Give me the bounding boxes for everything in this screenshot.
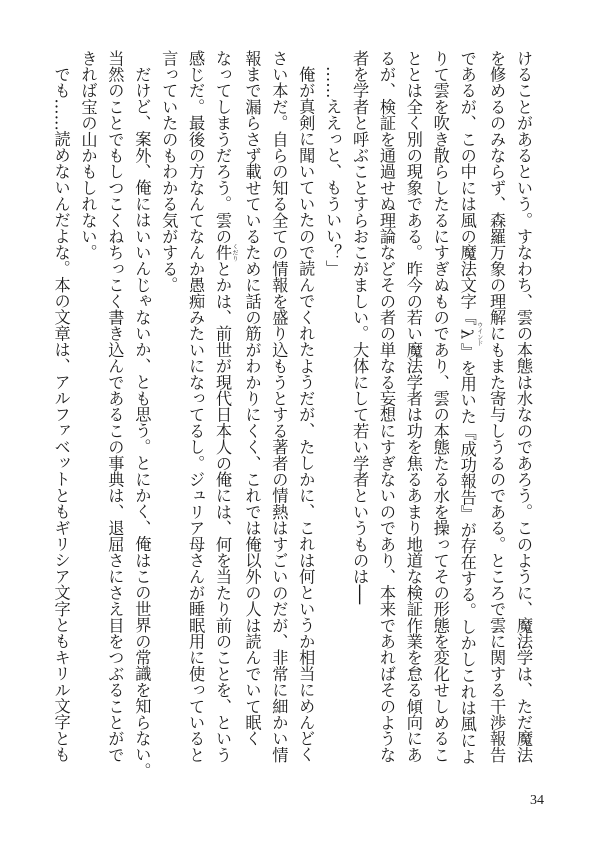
text-line: ……ええっと、もういい？」 [323, 66, 343, 277]
ruby-reading: ウインド [475, 322, 483, 347]
text-line: るが、検証を通過せぬ理論などその者の単なる妄想にすぎないのであり、本来であればそのような [376, 50, 396, 763]
page-number: 34 [530, 793, 544, 808]
text-line: だけど、案外、俺にはいいんじゃないか、とも思う。とにかく、俺はこの世界の常識を知らない。 [132, 66, 152, 779]
text-line: ととは全く別の現象である。昨今の若い魔法学者は功を焦るあまり地道な検証作業を怠る傾向にあ [403, 50, 423, 763]
text-line: なってしまうだろう。雲の件 くだりとかは、前世が現代日本人の俺には、何を当たり前のことを、という [213, 50, 239, 763]
text-line: 報まで漏らさず載せているために話の筋がわかりにくく、これでは俺以外の人は読んでいて眠く [242, 50, 262, 747]
text-line: 俺が真剣に聞いていたので読んでくれたようだが、たしかに、これは何というか相当にめんどく [296, 66, 316, 763]
text-line: 当然のことでもしつこくねちっこく書き込んであるこの事典は、退屈さにさえ目をつぶることがで [105, 50, 125, 763]
ruby-annotation: 件 くだり [213, 243, 239, 262]
text-line: 言っていたのもわかる気がする。 [159, 50, 179, 293]
text-line: を修めるのみならず、森羅万象の理解にもまた寄与しうるのである。ところで雲に関する干渉報告 [487, 50, 507, 763]
ruby-reading: くだり [231, 243, 239, 262]
text-line: であるが、この中には風の魔法文字『λ ウインド』を用いた『成功報告』が存在する。しかしこれは風によ [457, 50, 483, 765]
text-line: 者を学者と呼ぶことすらおこがましい。大体にして若い学者というものは── [350, 50, 370, 605]
text-line: でも……読めないんだよな。本の文章は、アルファベットともギリシア文字ともキリル文字とも [51, 66, 71, 763]
text-line: さい本だ。自らの知る全ての情報を盛り込もうとする著者の情熱はすごいのだが、非常に細かい情 [269, 50, 289, 763]
text-line: けることがあるという。すなわち、雲の本態は水なのであろう。このように、魔法学は、ただ魔法 [514, 50, 533, 763]
text-line: きれば宝の山かもしれない。 [78, 50, 98, 261]
text-line: りて雲を吹き散らしたるにすぎぬものであり、雲の本態たる水を操ってその形態を変化せしめるこ [430, 50, 450, 763]
body-text [47, 50, 536, 779]
ruby-annotation: λ ウインド [457, 322, 483, 347]
text-line: 感じだ。最後の方なんてなんか愚痴みたいになってるし。ジュリア母さんが睡眠用に使っていると [186, 50, 206, 763]
